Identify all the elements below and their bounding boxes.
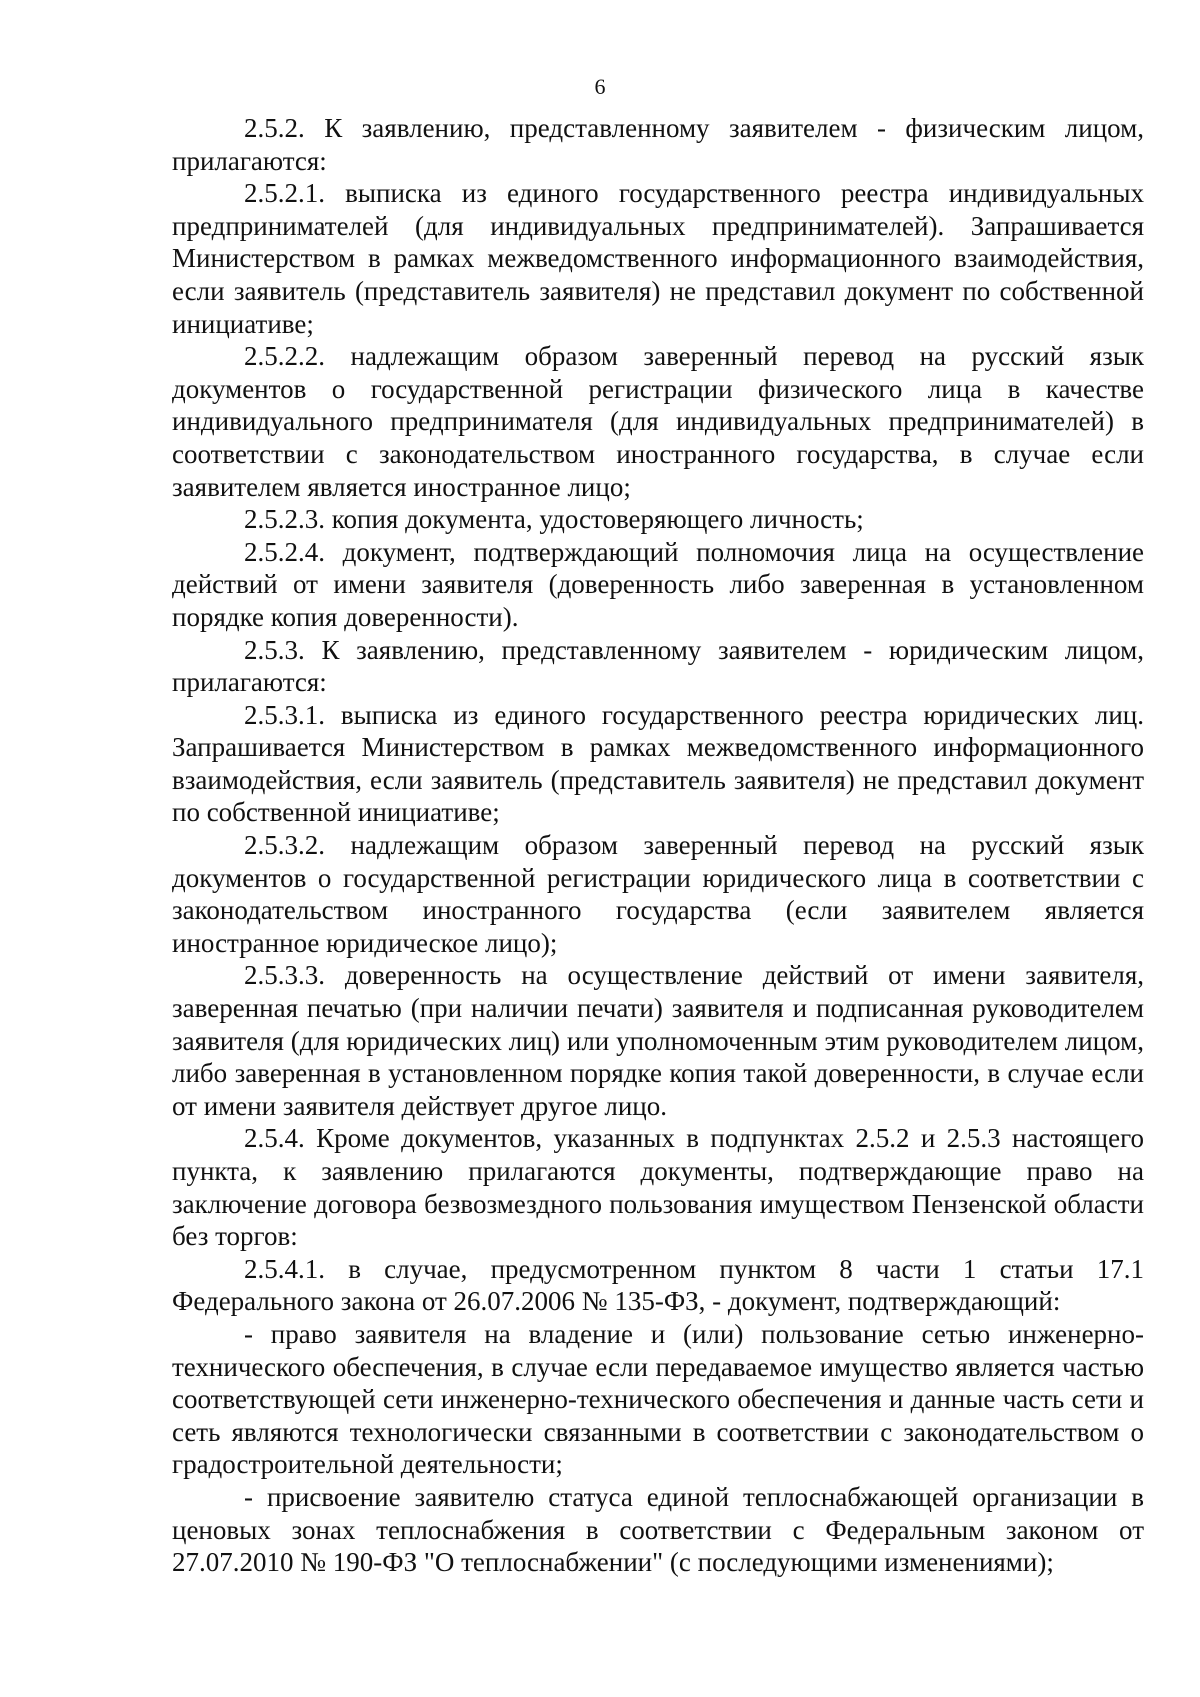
page-number: 6 — [594, 74, 606, 99]
list-item-network-right: - право заявителя на владение и (или) пользование сетью инженерно-технического обеспечения, в случае если передаваемое имущество является частью соответствующей сети инженерно-технического обеспечения и данные часть сети и сеть являются технологически связанными в соответствии с законодательством о градостроительной деятельности; — [172, 1318, 1144, 1480]
paragraph-2-5-4-1: 2.5.4.1. в случае, предусмотренном пунктом 8 части 1 статьи 17.1 Федерального закона от 26.07.2006 № 135-ФЗ, - документ, подтверждающий: — [172, 1253, 1144, 1317]
paragraph-2-5-3-3: 2.5.3.3. доверенность на осуществление действий от имени заявителя, заверенная печатью (при наличии печати) заявителя и подписанная руководителем заявителя (для юридических лиц) или уполномоченным этим руководителем лицом, либо заверенная в установленном порядке копия такой доверенности, в случае если от имени заявителя действует другое лицо. — [172, 960, 1144, 1121]
paragraph-2-5-2-3: 2.5.2.3. копия документа, удостоверяющего личность; — [244, 504, 864, 535]
paragraph-2-5-2-1: 2.5.2.1. выписка из единого государственного реестра индивидуальных предпринимателей (для индивидуальных предпринимателей). Запрашивается Министерством в рамках межведомственного информационного взаимодействия, если заявитель (представитель заявителя) не представил документ по собственной инициативе; — [172, 178, 1144, 339]
paragraph-2-5-4: 2.5.4. Кроме документов, указанных в подпунктах 2.5.2 и 2.5.3 настоящего пункта, к заявлению прилагаются документы, подтверждающие право на заключение договора безвозмездного пользования имуществом Пензенской области без торгов: — [172, 1123, 1144, 1252]
paragraph-2-5-3-1: 2.5.3.1. выписка из единого государственного реестра юридических лиц. Запрашивается Министерством в рамках межведомственного информационного взаимодействия, если заявитель (представитель заявителя) не представил документ по собственной инициативе; — [172, 699, 1144, 828]
paragraph-2-5-3: 2.5.3. К заявлению, представленному заявителем - юридическим лицом, прилагаются: — [172, 634, 1144, 698]
paragraph-2-5-2-2: 2.5.2.2. надлежащим образом заверенный перевод на русский язык документов о государственной регистрации физического лица в качестве индивидуального предпринимателя (для индивидуальных предпринимателей) в соответствии с законодательством иностранного государства, в случае если заявителем является иностранное лицо; — [172, 341, 1144, 502]
paragraph-2-5-2-4: 2.5.2.4. документ, подтверждающий полномочия лица на осуществление действий от имени заявителя (доверенность либо заверенная в установленном порядке копия доверенности). — [172, 536, 1144, 632]
paragraph-2-5-3-2: 2.5.3.2. надлежащим образом заверенный перевод на русский язык документов о государственной регистрации юридического лица в соответствии с законодательством иностранного государства (если заявителем является иностранное юридическое лицо); — [172, 830, 1144, 958]
paragraph-2-5-2: 2.5.2. К заявлению, представленному заявителем - физическим лицом, прилагаются: — [172, 113, 1144, 176]
list-item-heat-supply-status: - присвоение заявителю статуса единой теплоснабжающей организации в ценовых зонах теплоснабжения в соответствии с Федеральным законом от 27.07.2010 № 190-ФЗ "О теплоснабжении" (с последующими изменениями); — [172, 1481, 1144, 1578]
document-body — [172, 112, 1144, 1579]
